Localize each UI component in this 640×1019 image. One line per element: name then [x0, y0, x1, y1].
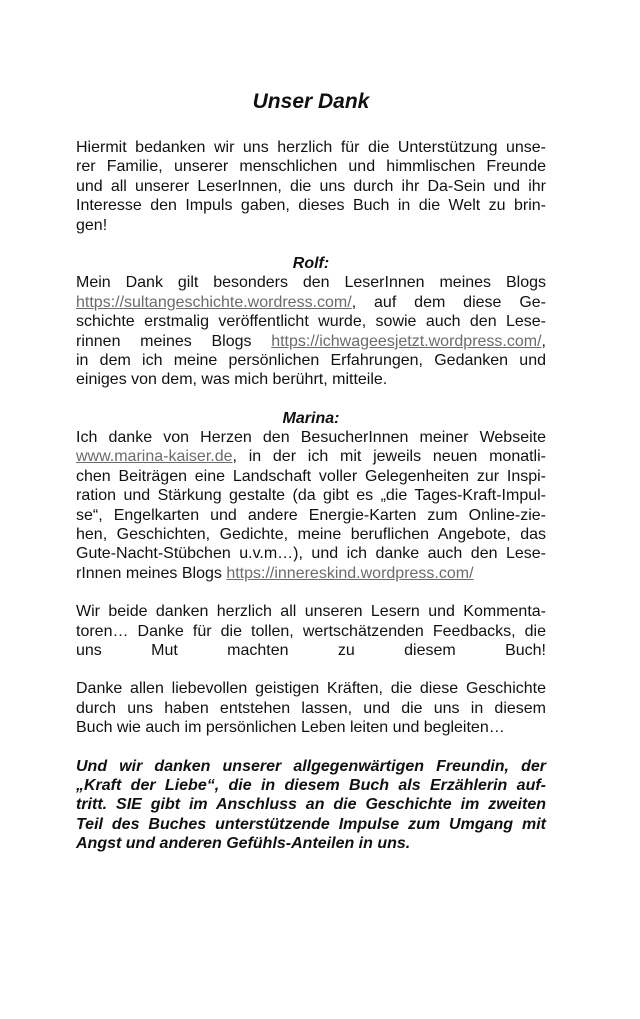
text-segment: , auf dem diese Ge-	[351, 293, 546, 311]
author-name-marina: Marina:	[282, 409, 340, 427]
text-line: „Kraft der Liebe“, die in diesem Buch als Erzählerin auf-	[76, 776, 546, 794]
joint-thanks-paragraph	[76, 602, 546, 660]
text-line: uns Mut machten zu diesem Buch!	[76, 641, 546, 659]
blog-link-innereskind[interactable]: https://innereskind.wordpress.com/	[226, 564, 474, 582]
text-line: se“, Engelkarten und andere Energie-Karten zum Online-zie-	[76, 506, 546, 524]
text-segment: rInnen meines Blogs	[76, 564, 227, 582]
blog-link-ichwageesjetzt[interactable]: https://ichwageesjetzt.wordpress.com/	[271, 332, 542, 350]
text-line: ration und Stärkung gestalte (da gibt es „die Tages-Kraft-Impul-	[76, 487, 546, 505]
text-line: Hiermit bedanken wir uns herzlich für die Unterstützung unse-	[76, 139, 546, 156]
text-line	[76, 293, 546, 312]
text-line: Buch wie auch im persönlichen Leben leiten und begleiten…	[76, 719, 505, 737]
acknowledgements-page	[76, 88, 546, 873]
text-line: Wir beide danken herzlich all unseren Lesern und Kommenta-	[76, 603, 546, 621]
text-line: schichte erstmalig veröffentlicht wurde, sowie auch den Lese-	[76, 313, 546, 331]
text-line: Mein Dank gilt besonders den LeserInnen meines Blogs	[76, 274, 546, 292]
intro-paragraph	[76, 138, 546, 235]
text-line: tritt. SIE gibt im Anschluss an die Geschichte im zweiten	[76, 796, 546, 814]
text-line: Angst und anderen Gefühls-Anteilen in uns.	[76, 835, 411, 853]
text-segment: ,	[541, 332, 546, 350]
text-line: hen, Geschichten, Gedichte, meine beruflichen Angebote, das	[76, 526, 546, 544]
text-line: toren… Danke für die tollen, wertschätzenden Feedbacks, die	[76, 622, 546, 640]
text-line	[76, 447, 546, 466]
text-line: Und wir danken unserer allgegenwärtigen Freundin, der	[76, 757, 546, 775]
text-line: und all unserer LeserInnen, die uns durch ihr Da-Sein und ihr	[76, 177, 546, 195]
text-line: gen!	[76, 216, 108, 234]
text-line: Interesse den Impuls gaben, dieses Buch in die Welt zu brin-	[76, 197, 546, 215]
text-line: Gute-Nacht-Stübchen u.v.m…), und ich danke auch den Lese-	[76, 545, 546, 563]
text-line	[76, 332, 546, 351]
rolf-section	[76, 254, 546, 390]
author-name-rolf: Rolf:	[292, 254, 330, 272]
spiritual-thanks-paragraph	[76, 679, 546, 737]
page-title: Unser Dank	[252, 90, 370, 113]
text-line	[76, 564, 546, 583]
text-line: Danke allen liebevollen geistigen Kräften, die diese Geschichte	[76, 680, 546, 698]
text-line: chen Beiträgen eine Landschaft voller Gelegenheiten zur Inspi-	[76, 467, 546, 485]
text-segment: , in der ich mit jeweils neuen monatli-	[232, 448, 546, 466]
marina-section	[76, 409, 546, 584]
love-thanks-paragraph	[76, 757, 546, 854]
text-line: durch uns haben entstehen lassen, und die uns in diesem	[76, 699, 546, 717]
text-line: einiges von dem, was mich berührt, mitteile.	[76, 371, 388, 389]
text-line: Ich danke von Herzen den BesucherInnen meiner Webseite	[76, 429, 546, 447]
text-line: rer Familie, unserer menschlichen und himmlischen Freunde	[76, 158, 546, 176]
text-line: in dem ich meine persönlichen Erfahrungen, Gedanken und	[76, 351, 546, 369]
text-line: Teil des Buches unterstützende Impulse zum Umgang mit	[76, 815, 546, 833]
text-segment: rinnen meines Blogs	[76, 332, 272, 350]
blog-link-sultangeschichte[interactable]: https://sultangeschichte.wordress.com/	[76, 293, 352, 311]
website-link-marina-kaiser[interactable]: www.marina-kaiser.de	[76, 448, 233, 466]
